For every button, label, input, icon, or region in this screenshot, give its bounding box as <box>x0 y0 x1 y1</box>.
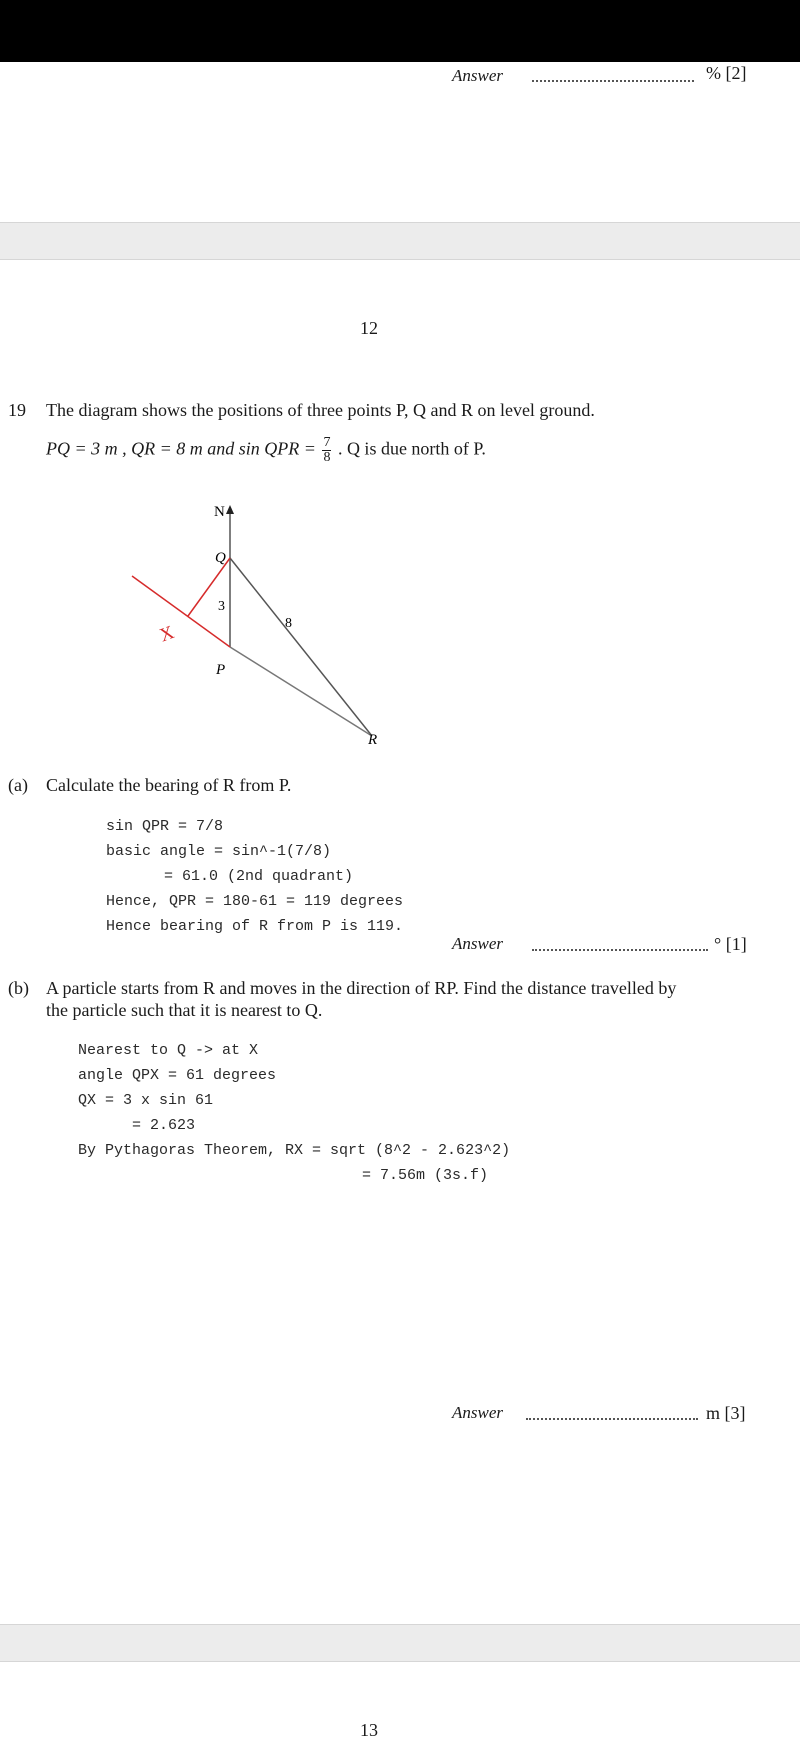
top-black-bar <box>0 0 800 62</box>
part-a-marks: ° [1] <box>714 934 747 954</box>
part-a-prompt: Calculate the bearing of R from P. <box>46 775 292 795</box>
part-a-label: (a) <box>8 775 28 795</box>
part-a-work-line-2: basic angle = sin^-1(7/8) <box>106 843 332 860</box>
part-a-work-line-5: Hence bearing of R from P is 119. <box>106 918 404 935</box>
label-p: P <box>216 662 226 678</box>
part-b-work-line-3: QX = 3 x sin 61 <box>78 1092 214 1109</box>
part-a-work-line-3: = 61.0 (2nd quadrant) <box>164 868 354 885</box>
part-a-answer-line <box>532 949 708 951</box>
fraction-numerator: 7 <box>323 435 331 450</box>
part-b-answer-line <box>526 1418 698 1420</box>
given-qr: QR = 8 m and <box>131 438 235 459</box>
fraction-denominator: 8 <box>323 450 331 465</box>
sin-fraction <box>322 436 331 465</box>
label-qr-length: 8 <box>285 616 292 631</box>
given-sin: sin QPR = <box>238 438 316 459</box>
question-givens <box>46 436 486 465</box>
triangle-diagram <box>110 500 410 755</box>
given-tail: . Q is due north of P. <box>337 438 486 459</box>
part-b-work-line-4: = 2.623 <box>132 1117 196 1134</box>
side-pr <box>230 647 372 736</box>
part-a-answer-label: Answer <box>452 934 503 953</box>
prev-answer-label: Answer <box>452 66 503 85</box>
north-arrow-icon <box>226 505 234 514</box>
label-north: N <box>214 504 225 520</box>
question-number: 19 <box>8 400 26 420</box>
question-statement: The diagram shows the positions of three points P, Q and R on level ground. <box>46 400 595 420</box>
part-b-work-line-2: angle QPX = 61 degrees <box>78 1067 277 1084</box>
part-b-label: (b) <box>8 978 29 998</box>
part-b-work-line-1: Nearest to Q -> at X <box>78 1042 259 1059</box>
prev-answer-marks: % [2] <box>706 63 747 83</box>
page-break <box>0 222 800 260</box>
label-x-annotation: X <box>156 621 178 647</box>
part-b-prompt-line-1: A particle starts from R and moves in the direction of RP. Find the distance travelled by <box>46 978 677 998</box>
part-b-answer-label: Answer <box>452 1403 503 1422</box>
part-a-work-line-1: sin QPR = 7/8 <box>106 818 224 835</box>
next-page-number: 13 <box>360 1720 378 1740</box>
label-q: Q <box>215 550 226 566</box>
prev-answer-line <box>532 80 694 82</box>
label-pq-length: 3 <box>218 599 225 614</box>
given-pq: PQ = 3 m , <box>46 438 127 459</box>
extended-rp-line <box>132 576 230 647</box>
part-a-work-line-4: Hence, QPR = 180-61 = 119 degrees <box>106 893 404 910</box>
part-b-marks: m [3] <box>706 1403 746 1423</box>
label-r: R <box>368 732 378 748</box>
page-number: 12 <box>360 318 378 338</box>
page-break-2 <box>0 1624 800 1662</box>
side-qr <box>230 558 372 736</box>
part-b-work-line-6: = 7.56m (3s.f) <box>362 1167 489 1184</box>
part-b-work-line-5: By Pythagoras Theorem, RX = sqrt (8^2 - 2.623^2) <box>78 1142 511 1159</box>
part-b-prompt-line-2: the particle such that it is nearest to Q. <box>46 1000 323 1020</box>
